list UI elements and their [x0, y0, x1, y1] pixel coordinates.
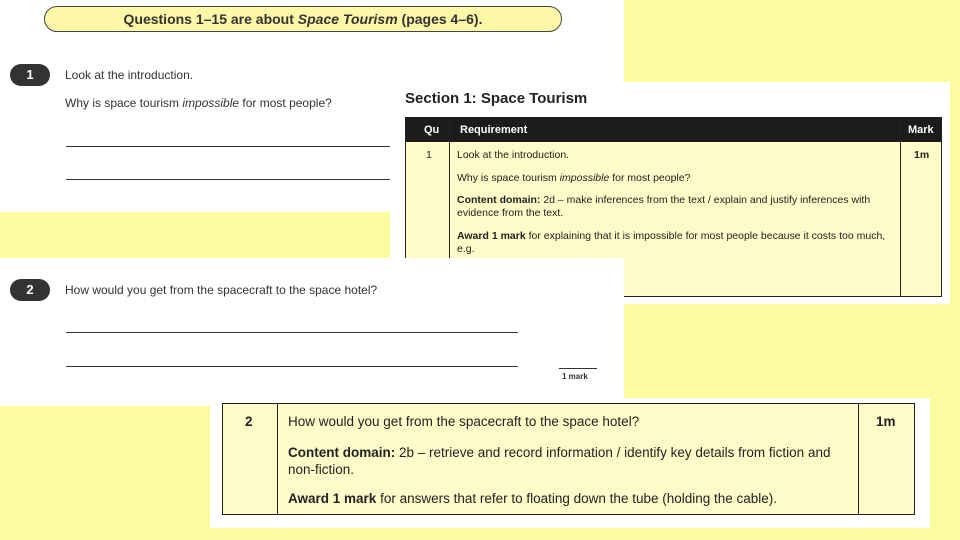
- banner-pages: (pages 4–6).: [397, 11, 483, 27]
- row1-question: Why is space tourism impossible for most people?: [457, 172, 691, 184]
- mark-scheme-q2: [210, 398, 930, 528]
- q1-question: Why is space tourism impossible for most people?: [65, 96, 332, 110]
- column-divider: [900, 118, 901, 296]
- q1-instruction: Look at the introduction.: [65, 68, 194, 82]
- row2-question: How would you get from the spacecraft to the space hotel?: [288, 414, 640, 429]
- row2-award: Award 1 mark for answers that refer to floating down the tube (holding the cable).: [288, 491, 778, 506]
- answer-line[interactable]: [66, 179, 392, 180]
- row-qu: 1: [426, 149, 432, 161]
- mark-scheme-table: [222, 403, 915, 515]
- row1-instruction: Look at the introduction.: [457, 149, 570, 161]
- mark-box-line: [559, 368, 597, 369]
- column-divider: [858, 404, 859, 514]
- row-mark: 1m: [876, 414, 896, 429]
- row1-award: Award 1 mark for explaining that it is impossible for most people because it costs too much, e.g.: [457, 230, 886, 255]
- question-number-badge: 2: [10, 279, 50, 301]
- table-header-row: [406, 118, 941, 142]
- header-requirement: Requirement: [460, 124, 528, 136]
- row-qu: 2: [245, 414, 253, 429]
- banner-text: Questions 1–15 are about: [123, 11, 298, 27]
- q2-question: How would you get from the spacecraft to the space hotel?: [65, 283, 378, 297]
- column-divider: [277, 404, 278, 514]
- answer-line[interactable]: [66, 366, 518, 367]
- questions-banner: [44, 6, 562, 32]
- section-title: Section 1: Space Tourism: [405, 90, 588, 107]
- row-mark: 1m: [914, 149, 930, 161]
- question-number-badge: 1: [10, 64, 50, 86]
- banner-title: Space Tourism: [297, 11, 398, 27]
- header-qu: Qu: [424, 124, 440, 136]
- row2-content-domain: Content domain: 2b – retrieve and record information / identify key details from fiction and non-fiction.: [288, 445, 831, 477]
- row1-content-domain: Content domain: 2d – make inferences from the text / explain and justify inferences with evidence from the text.: [457, 194, 871, 219]
- answer-line[interactable]: [66, 332, 518, 333]
- mark-label: 1 mark: [562, 372, 588, 381]
- header-mark: Mark: [908, 124, 934, 136]
- question-paper-q2: [0, 258, 624, 406]
- answer-line[interactable]: [66, 146, 392, 147]
